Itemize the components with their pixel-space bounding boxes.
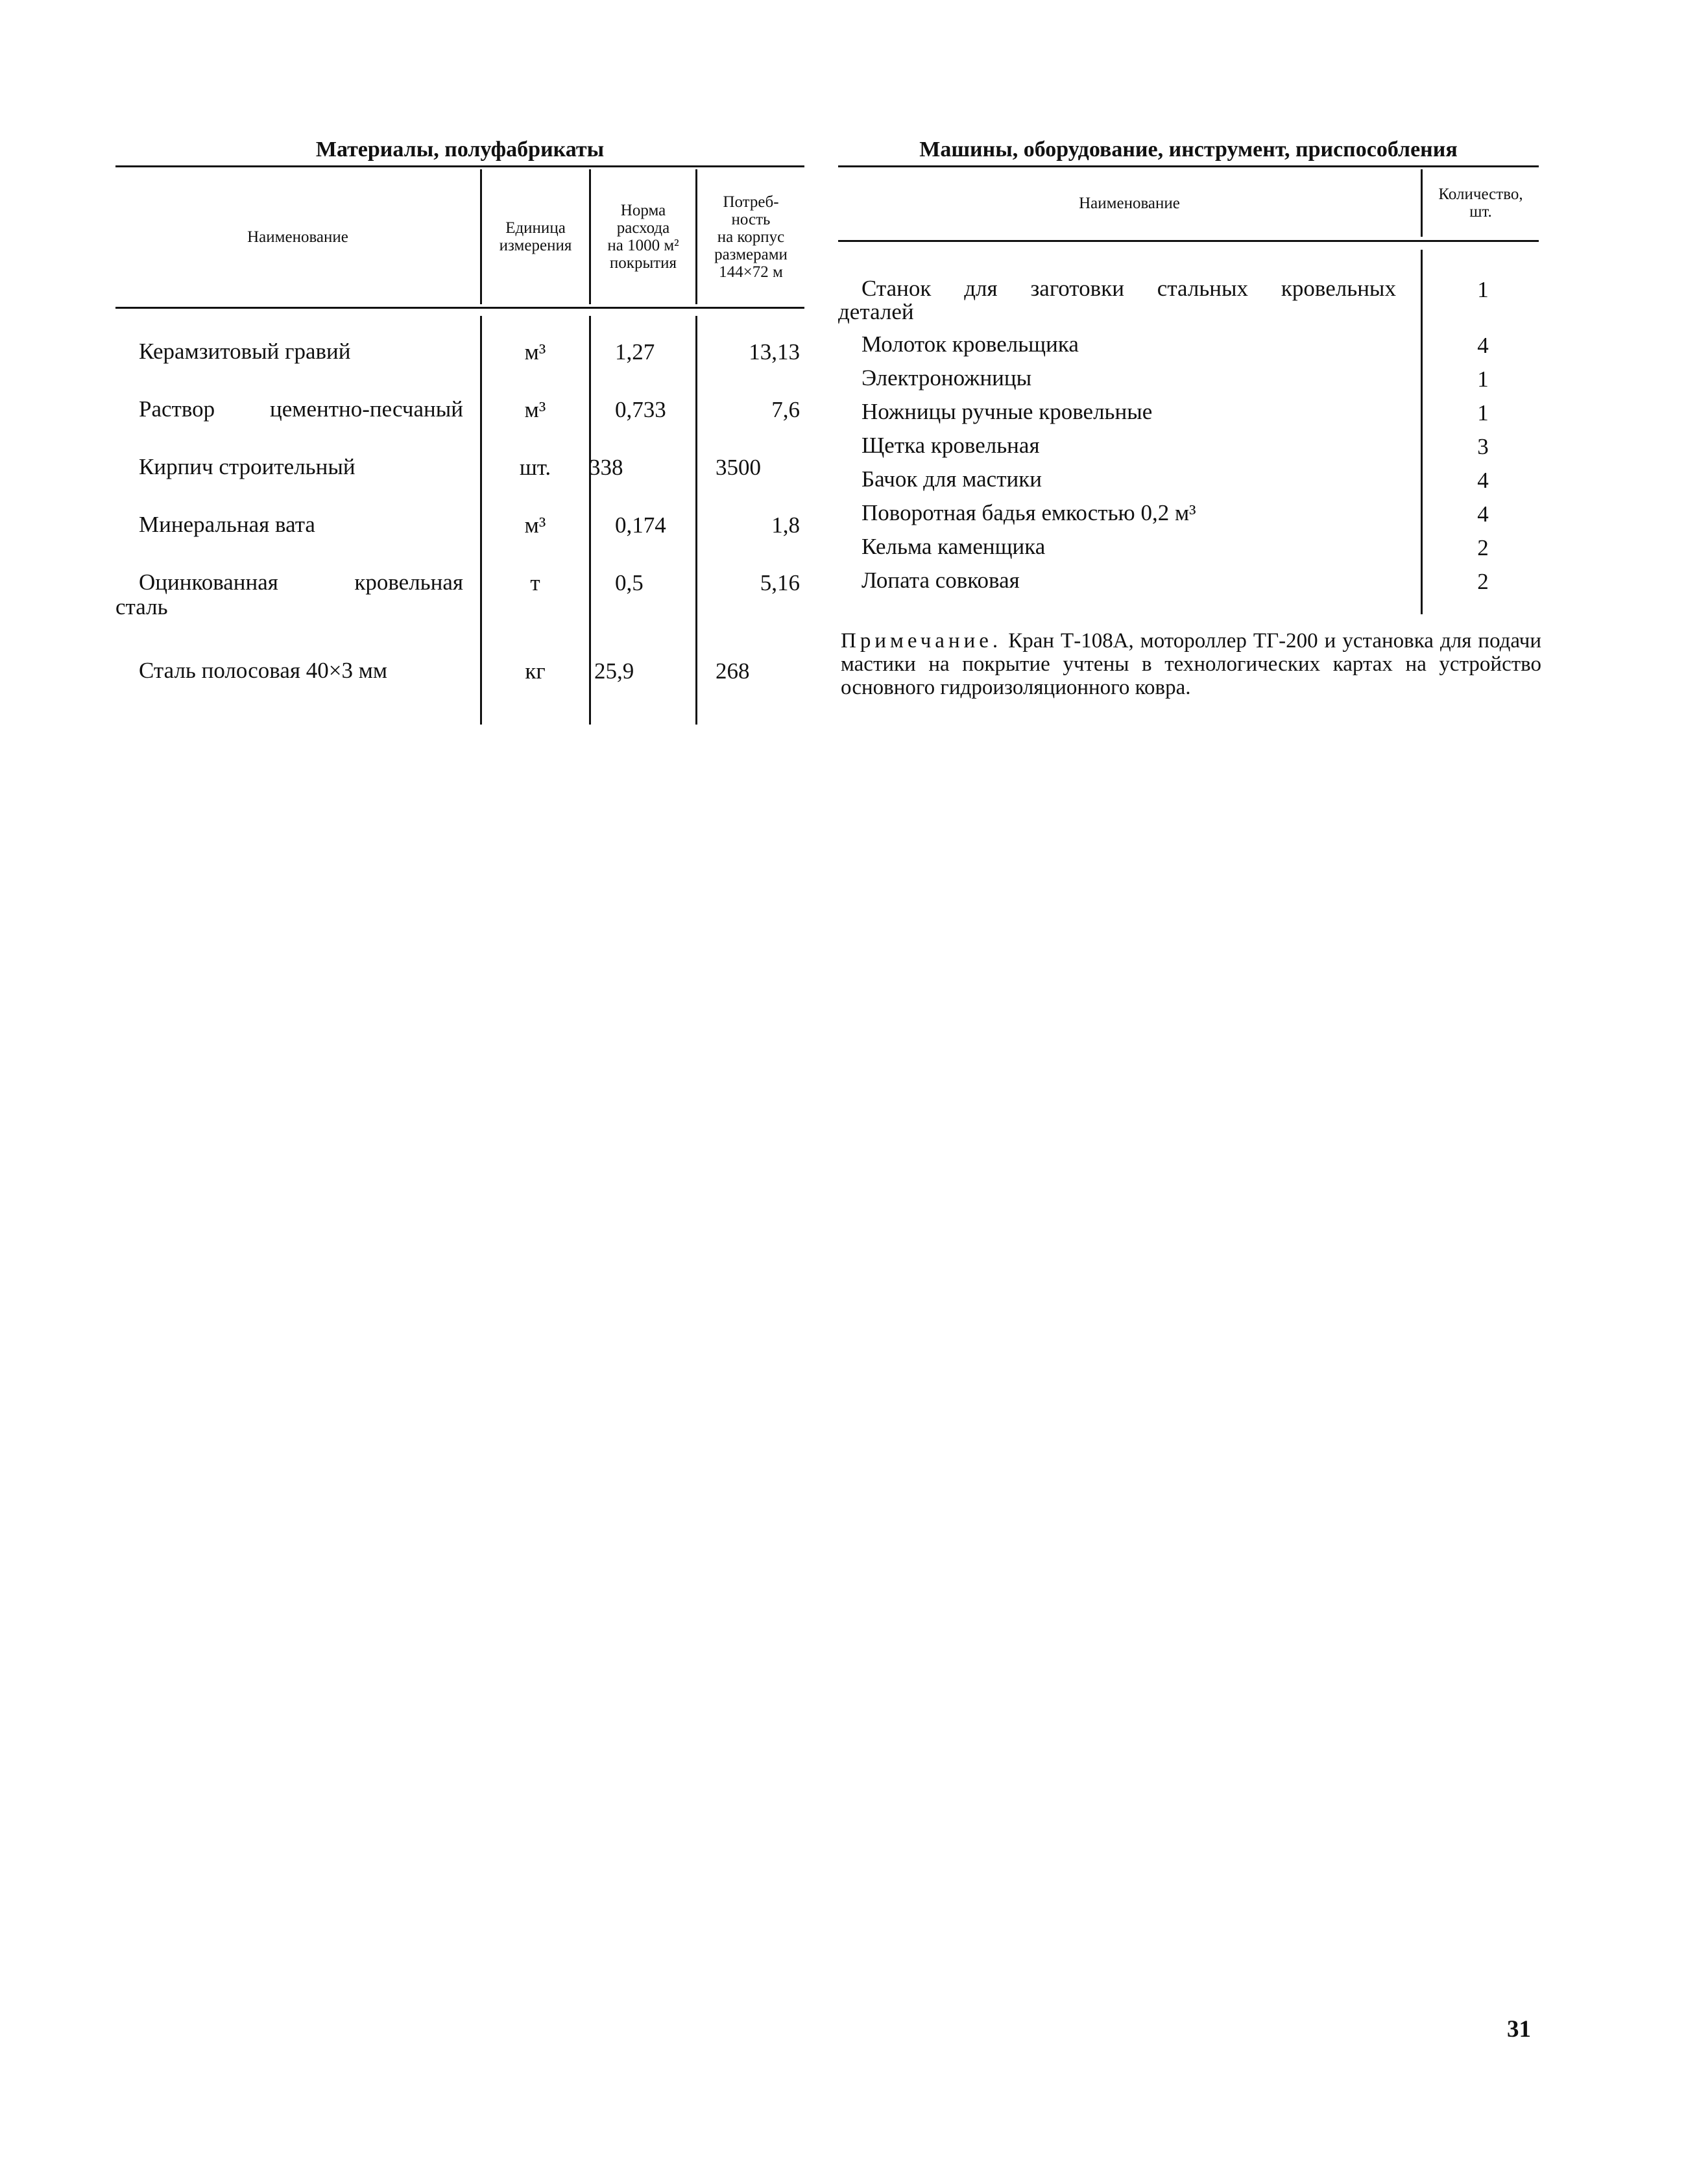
equipment-row-name bbox=[838, 366, 1396, 390]
equipment-row-qty: 1 bbox=[1477, 400, 1489, 426]
equipment-row-name-word: кровельных bbox=[1281, 276, 1396, 301]
note-label: Примечание. bbox=[841, 629, 1002, 653]
materials-table-header-rule bbox=[115, 307, 804, 309]
equipment-row-qty: 2 bbox=[1477, 535, 1489, 560]
equipment-row-name-word: стальных bbox=[1157, 276, 1249, 301]
equipment-row-name bbox=[838, 277, 1396, 324]
materials-row-name-word: Сталь полосовая 40×3 мм bbox=[139, 658, 388, 683]
materials-row-name bbox=[115, 339, 463, 364]
equipment-row-qty: 3 bbox=[1477, 434, 1489, 459]
equipment-row-qty: 4 bbox=[1477, 333, 1489, 358]
materials-row-unit: т bbox=[530, 570, 540, 595]
equipment-table-top-rule bbox=[838, 165, 1539, 167]
page-number: 31 bbox=[1507, 2016, 1531, 2043]
materials-row-unit: кг bbox=[525, 658, 546, 684]
materials-row-unit: шт. bbox=[519, 455, 551, 480]
equipment-row-name-word: для bbox=[964, 276, 998, 301]
equipment-row-qty: 4 bbox=[1477, 468, 1489, 493]
materials-row-need: 268 bbox=[716, 658, 750, 684]
equipment-row-name-word: Бачок для мастики bbox=[861, 466, 1042, 492]
equipment-row-name bbox=[838, 333, 1396, 356]
materials-row-unit: м³ bbox=[524, 397, 546, 422]
materials-row-name-word: кровельная bbox=[354, 570, 463, 595]
materials-row-norm: 0,733 bbox=[615, 397, 666, 422]
materials-row-unit: м³ bbox=[524, 512, 546, 538]
materials-row-name-word: Раствор bbox=[139, 396, 215, 422]
materials-row-need: 7,6 bbox=[771, 397, 800, 422]
equipment-row-qty: 2 bbox=[1477, 569, 1489, 594]
equipment-row-name-word: заготовки bbox=[1030, 276, 1124, 301]
equipment-row-name-word: Лопата совковая bbox=[861, 568, 1020, 593]
equipment-table bbox=[838, 165, 1539, 619]
materials-row-norm: 338 bbox=[589, 455, 623, 480]
materials-row-unit: м³ bbox=[524, 339, 546, 365]
materials-row-name-word: Кирпич строительный bbox=[139, 454, 355, 479]
materials-row-name bbox=[115, 455, 463, 479]
materials-row-name bbox=[115, 658, 463, 683]
materials-row-norm: 0,5 bbox=[615, 570, 644, 595]
equipment-row-name bbox=[838, 501, 1396, 525]
equipment-row-qty: 1 bbox=[1477, 366, 1489, 392]
materials-title: Материалы, полуфабрикаты bbox=[315, 138, 605, 162]
materials-row-name bbox=[115, 570, 463, 619]
equipment-row-name bbox=[838, 434, 1396, 457]
equipment-row-name-word: Станок bbox=[861, 276, 932, 301]
equipment-row-name-word: Электроножницы bbox=[861, 365, 1032, 390]
materials-row-need: 5,16 bbox=[760, 570, 800, 595]
equipment-row-qty: 1 bbox=[1477, 277, 1489, 302]
materials-header-need: Потреб- ность на корпус размерами 144×72 м bbox=[714, 193, 788, 281]
materials-row-need: 3500 bbox=[716, 455, 761, 480]
materials-header-name: Наименование bbox=[247, 228, 348, 246]
equipment-table-header-rule bbox=[838, 240, 1539, 242]
materials-row-need: 1,8 bbox=[771, 512, 800, 538]
materials-row-name-word: Оцинкованная bbox=[139, 570, 278, 595]
equipment-row-name bbox=[838, 468, 1396, 491]
materials-header-norm: Норма расхода на 1000 м² покрытия bbox=[607, 202, 679, 272]
equipment-row-name-continuation: деталей bbox=[838, 299, 914, 324]
materials-header-unit: Единица измерения bbox=[499, 219, 572, 254]
materials-row-name bbox=[115, 397, 463, 422]
materials-row-norm: 0,174 bbox=[615, 512, 666, 538]
materials-table bbox=[115, 165, 804, 726]
materials-row-name-word: Керамзитовый гравий bbox=[139, 339, 351, 364]
note-text: Кран Т-108А, мотороллер ТГ-200 и установка для подачи мастики на покрытие учтены в технологических картах на устройство основного гидроизоляционного ковра. bbox=[841, 629, 1541, 699]
equipment-row-qty: 4 bbox=[1477, 501, 1489, 527]
materials-row-name-continuation: сталь bbox=[115, 594, 168, 619]
materials-body-divider-1 bbox=[480, 316, 482, 725]
equipment-header-qty: Количество, шт. bbox=[1438, 186, 1523, 221]
equipment-body-divider bbox=[1421, 250, 1423, 614]
equipment-title: Машины, оборудование, инструмент, приспособления bbox=[919, 138, 1458, 162]
equipment-row-name-word: Поворотная бадья емкостью 0,2 м³ bbox=[861, 500, 1196, 525]
equipment-row-name-word: Молоток кровельщика bbox=[861, 331, 1079, 357]
equipment-row-name bbox=[838, 400, 1396, 424]
equipment-row-name bbox=[838, 569, 1396, 592]
materials-row-name bbox=[115, 512, 463, 537]
equipment-row-name-word: Кельма каменщика bbox=[861, 534, 1046, 559]
materials-table-top-rule bbox=[115, 165, 804, 167]
materials-row-name-word: цементно-песчаный bbox=[270, 396, 463, 422]
materials-row-norm: 1,27 bbox=[615, 339, 655, 365]
materials-body-divider-2 bbox=[589, 316, 591, 725]
equipment-row-name-word: Щетка кровельная bbox=[861, 433, 1040, 458]
equipment-header-name: Наименование bbox=[1079, 194, 1180, 212]
materials-row-norm: 25,9 bbox=[594, 658, 634, 684]
materials-row-need: 13,13 bbox=[749, 339, 800, 365]
equipment-row-name-word: Ножницы ручные кровельные bbox=[861, 399, 1153, 424]
materials-row-name-word: Минеральная вата bbox=[139, 512, 315, 537]
note bbox=[841, 629, 1541, 699]
equipment-row-name bbox=[838, 535, 1396, 558]
